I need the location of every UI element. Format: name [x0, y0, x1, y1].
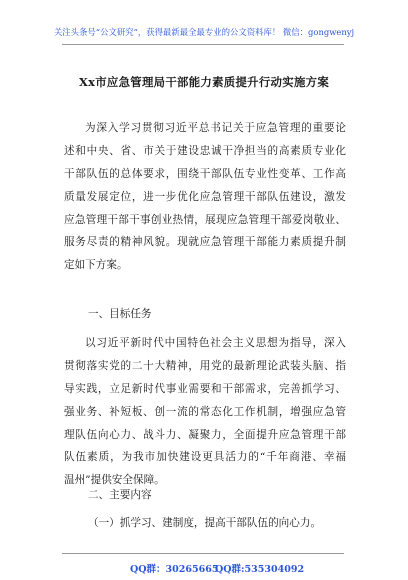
text-line: 理队伍向心力、战斗力、凝聚力，全面提升应急管理干部 [64, 428, 346, 441]
section-heading-content: 二、主要内容 [88, 489, 152, 501]
goals-paragraph [64, 332, 346, 492]
text-line: 为深入学习贯彻习近平总书记关于应急管理的重要论 [85, 122, 346, 134]
text-line: 温州”提供安全保障。 [64, 474, 165, 487]
text-line: 贯彻落实党的二十大精神，用党的最新理论武装头脑、指 [64, 359, 346, 372]
header-divider [62, 44, 344, 45]
text-line: 服务尽责的精神风貌。现就应急管理干部能力素质提升制 [64, 236, 346, 249]
subsection-heading: （一）抓学习、建制度，提高干部队伍的向心力。 [88, 517, 322, 529]
qq-group-1: QQ群：30265665 [130, 564, 219, 575]
text-line: 述和中央、省、市关于建设忠诚干净担当的高素质专业化 [64, 144, 346, 157]
footer-divider [62, 553, 344, 554]
text-line: 队伍素质，为我市加快建设更具活力的“千年商港、幸福 [64, 451, 346, 464]
text-line: 导实践，立足新时代事业需要和干部需求，完善抓学习、 [64, 382, 346, 395]
intro-paragraph [64, 117, 346, 277]
document-title: Xx市应急管理局干部能力素质提升行动实施方案 [78, 75, 330, 89]
footer [0, 561, 408, 577]
qq-group-2: QQ群:535304092 [215, 564, 305, 575]
text-line: 定如下方案。 [64, 259, 128, 272]
text-line: 质量发展定位，进一步优化应急管理干部队伍建设，激发 [64, 190, 346, 203]
text-line: 强业务、补短板、创一流的常态化工作机制，增强应急管 [64, 405, 346, 418]
text-line: 干部队伍的总体要求，围绕干部队伍专业性变革、工作高 [64, 167, 346, 180]
text-line: 应急管理干部干事创业热情，展现应急管理干部爱岗敬业、 [64, 213, 346, 226]
text-line: 以习近平新时代中国特色社会主义思想为指导，深入 [85, 337, 346, 349]
section-heading-goals: 一、目标任务 [88, 308, 152, 320]
top-banner: 关注头条号“公文研究”，获得最新最全最专业的公文资料库！ 微信：gongwenyj [53, 27, 355, 37]
